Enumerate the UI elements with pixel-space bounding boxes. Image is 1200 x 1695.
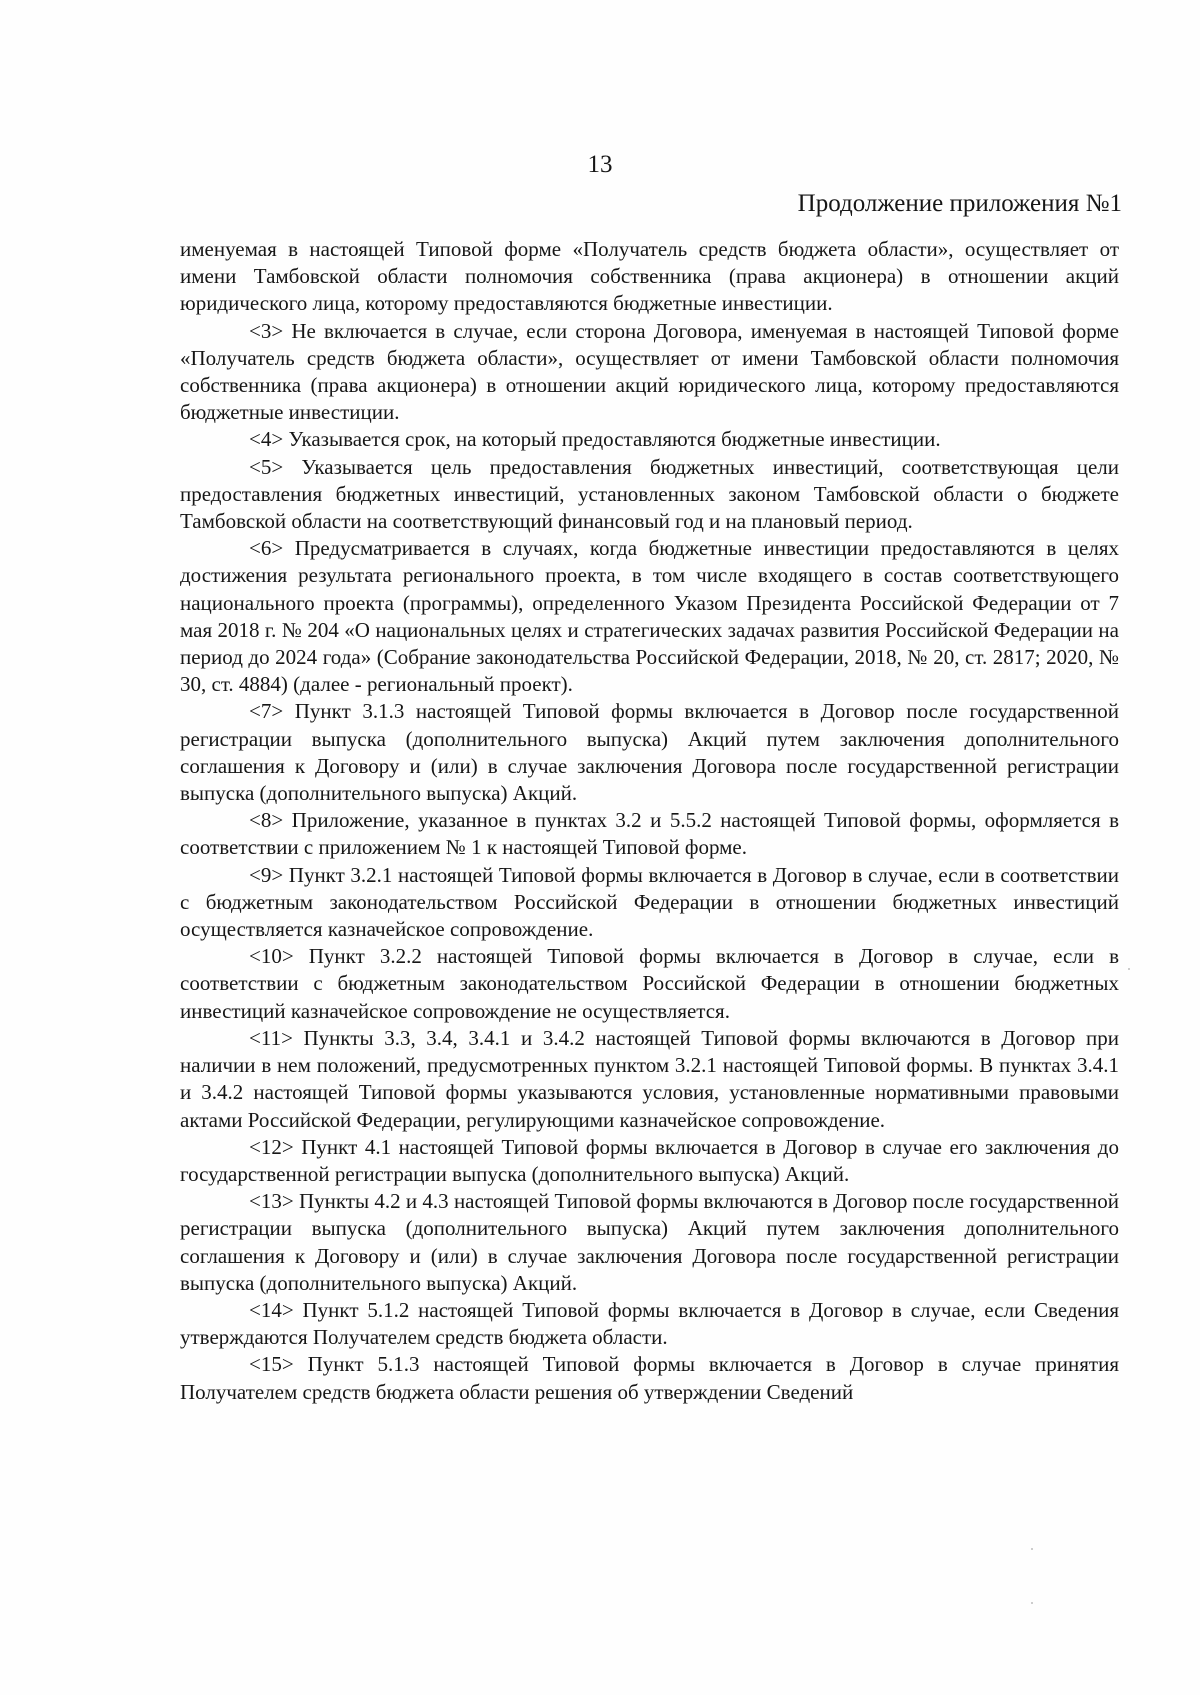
footnote-text: Указывается срок, на который предоставляются бюджетные инвестиции.	[283, 427, 941, 452]
appendix-continuation-label: Продолжение приложения №1	[797, 190, 1122, 217]
footnote-12	[180, 1134, 1119, 1188]
footnote-mark: <14>	[249, 1297, 294, 1322]
footnote-text: Пункт 3.2.1 настоящей Типовой формы включается в Договор в случае, если в соответствии с бюджетным законодательством Российской Федерации в отношении бюджетных инвестиций осуществляется казначейское сопровождение.	[180, 862, 1119, 942]
footnote-text: Пункт 5.1.3 настоящей Типовой формы включается в Договор в случае принятия Получателем средств бюджета области решения об утверждении Сведений	[180, 1352, 1119, 1404]
footnote-7	[180, 698, 1119, 807]
document-body	[180, 236, 1119, 1406]
page-number: 13	[587, 151, 613, 178]
footnote-text: Пункт 5.1.2 настоящей Типовой формы включается в Договор в случае, если Сведения утверждаются Получателем средств бюджета области.	[180, 1297, 1119, 1350]
footnote-mark: <6>	[249, 536, 284, 561]
footnote-mark: <10>	[249, 944, 294, 969]
footnote-9	[180, 862, 1119, 944]
footnote-10	[180, 943, 1119, 1025]
footnote-text: Пункты 4.2 и 4.3 настоящей Типовой формы включаются в Договор после государственной регистрации выпуска (дополнительного выпуска) Акций путем заключения дополнительного соглашения к Договору и (или) в случае заключения Договора после государственной регистрации выпуска (дополнительного выпуска) Акций.	[180, 1189, 1119, 1295]
footnote-14	[180, 1297, 1119, 1351]
opening-paragraph: именуемая в настоящей Типовой форме «Получатель средств бюджета области», осуществляет от имени Тамбовской области полномочия собственника (права акционера) в отношении акций юридического лица, которому предоставляются бюджетные инвестиции.	[180, 237, 1119, 316]
scan-speck	[1031, 1602, 1033, 1604]
footnote-mark: <5>	[249, 454, 284, 479]
footnote-mark: <4>	[249, 427, 284, 452]
footnote-8	[180, 807, 1119, 861]
footnote-mark: <3>	[249, 318, 284, 343]
footnote-mark: <15>	[249, 1352, 294, 1377]
footnote-13	[180, 1188, 1119, 1297]
footnote-6	[180, 535, 1119, 698]
footnote-mark: <8>	[249, 808, 284, 833]
footnote-text: Пункт 4.1 настоящей Типовой формы включается в Договор в случае его заключения до государственной регистрации выпуска (дополнительного выпуска) Акций.	[180, 1134, 1119, 1186]
footnote-text: Пункт 3.1.3 настоящей Типовой формы включается в Договор после государственной регистрации выпуска (дополнительного выпуска) Акций путем заключения дополнительного соглашения к Договору и (или) в случае заключения Договора после государственной регистрации выпуска (дополнительного выпуска) Акций.	[180, 699, 1119, 806]
footnote-mark: <9>	[249, 862, 284, 887]
footnote-text: Приложение, указанное в пунктах 3.2 и 5.5.2 настоящей Типовой формы, оформляется в соответствии с приложением № 1 к настоящей Типовой форме.	[180, 808, 1119, 860]
footnote-3	[180, 318, 1119, 427]
footnote-15	[180, 1351, 1119, 1405]
footnote-text: Указывается цель предоставления бюджетных инвестиций, соответствующая цели предоставления бюджетных инвестиций, установленных законом Тамбовской области о бюджете Тамбовской области на соответствующий финансовый год и на плановый период.	[180, 454, 1119, 534]
footnote-text: Пункты 3.3, 3.4, 3.4.1 и 3.4.2 настоящей Типовой формы включаются в Договор при наличии в нем положений, предусмотренных пунктом 3.2.1 настоящей Типовой формы. В пунктах 3.4.1 и 3.4.2 настоящей Типовой формы указываются условия, установленные нормативными правовыми актами Российской Федерации, регулирующими казначейское сопровождение.	[180, 1025, 1119, 1132]
scan-speck	[1128, 968, 1130, 970]
footnote-4	[180, 426, 1119, 453]
footnote-mark: <11>	[249, 1025, 293, 1050]
footnote-text: Пункт 3.2.2 настоящей Типовой формы включается в Договор в случае, если в соответствии с бюджетным законодательством Российской Федерации в отношении бюджетных инвестиций казначейское сопровождение не осуществляется.	[180, 944, 1119, 1023]
footnote-11	[180, 1025, 1119, 1134]
footnote-text: Не включается в случае, если сторона Договора, именуемая в настоящей Типовой форме «Получатель средств бюджета области», осуществляет от имени Тамбовской области полномочия собственника (права акционера) в отношении акций юридического лица, которому предоставляются бюджетные инвестиции.	[180, 318, 1119, 425]
footnote-text: Предусматривается в случаях, когда бюджетные инвестиции предоставляются в целях достижения результата регионального проекта, в том числе входящего в состав соответствующего национального проекта (программы), определенного Указом Президента Российской Федерации от 7 мая 2018 г. № 204 «О национальных целях и стратегических задачах развития Российской Федерации на период до 2024 года» (Собрание законодательства Российской Федерации, 2018, № 20, ст. 2817; 2020, № 30, ст. 4884) (далее - региональный проект).	[180, 536, 1119, 697]
scan-speck	[1031, 1548, 1033, 1550]
footnote-5	[180, 454, 1119, 536]
footnote-mark: <7>	[249, 699, 284, 724]
footnote-mark: <12>	[249, 1134, 294, 1159]
footnote-mark: <13>	[249, 1189, 294, 1214]
